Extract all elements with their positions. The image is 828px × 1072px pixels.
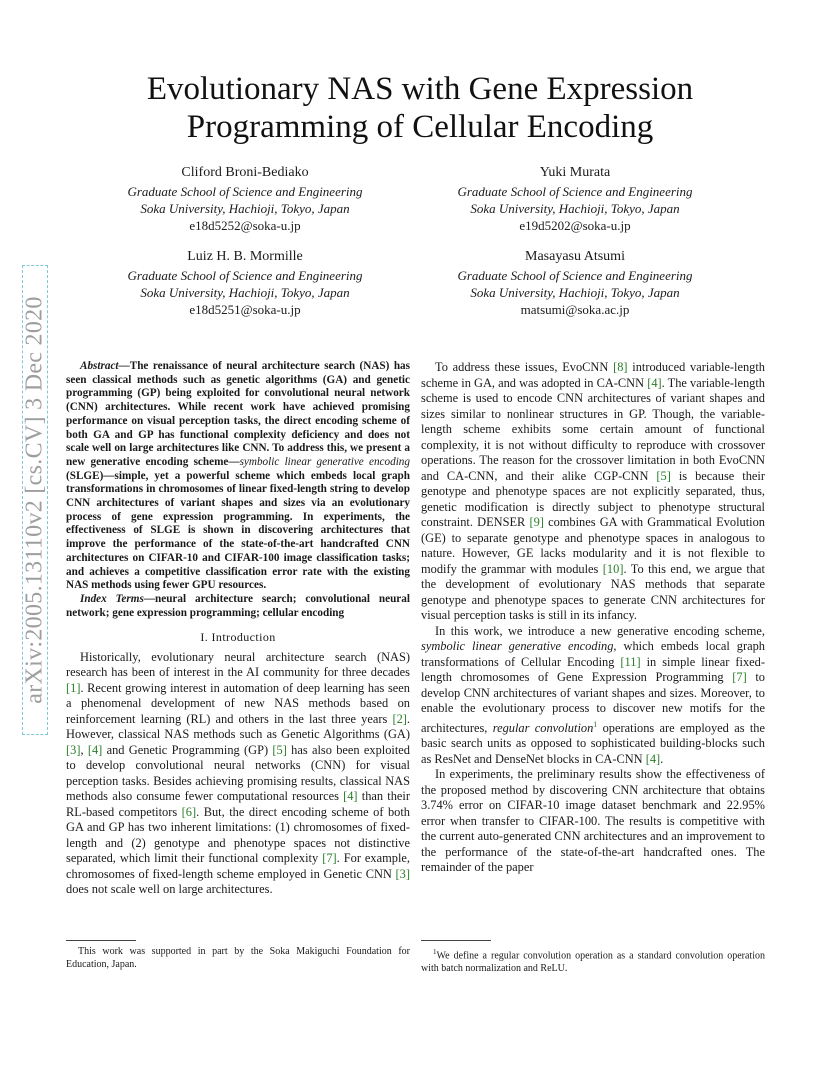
paper-title-line-1: Evolutionary NAS with Gene Expression	[146, 71, 694, 107]
author-block-2	[410, 164, 740, 234]
citation-link[interactable]: [5]	[656, 468, 671, 483]
citation-link[interactable]: [9]	[529, 515, 544, 529]
author-email: e18d5252@soka-u.jp	[189, 218, 301, 233]
citation-link[interactable]: [3]	[66, 742, 81, 757]
citation-link[interactable]: [4]	[647, 375, 662, 390]
author-name: Yuki Murata	[539, 165, 611, 180]
footnote-rule-left	[66, 940, 136, 941]
citation-link[interactable]: [2]	[392, 711, 407, 726]
abstract-lead: Abstract	[80, 360, 119, 372]
citation-link[interactable]: [7]	[322, 851, 337, 866]
citation-link[interactable]: [3]	[395, 866, 410, 881]
citation-link[interactable]: [10]	[602, 561, 624, 576]
author-affiliation: Soka University, Hachioji, Tokyo, Japan	[140, 285, 350, 300]
citation-link[interactable]: [6]	[181, 804, 197, 819]
index-terms: Index Terms—neural architecture search; convolutional neural network; gene expression programming; cellular encoding	[66, 592, 410, 619]
author-email: e18d5251@soka-u.jp	[189, 302, 301, 317]
abstract: Abstract—The renaissance of neural architecture search (NAS) has seen classical methods such as genetic algorithms (GA) and genetic programming (GP) being exploited for convolutional neural network (CNN) architectures. While recent work have achieved promising performance on visual perception tasks, the direct encoding scheme of both GA and GP has functional complexity deficiency and does not scale well on large architectures like CNN. To address this, we present a new generative encoding scheme—symbolic linear generative encoding (SLGE)—simple, yet a powerful scheme which embeds local graph transformations in chromosomes of linear fixed-length string to develop CNN architectures of variant shapes and sizes via an evolutionary process of gene expression programming. In experiments, the effectiveness of SLGE is shown in discovering architectures that improve the performance of the state-of-the-art handcrafted CNN architectures on CIFAR-10 and CIFAR-100 image classification tasks; and achieves a competitive classification error rate with the existing NAS methods using fewer GPU resources.	[66, 360, 410, 592]
author-name: Cliford Broni-Bediako	[181, 165, 309, 180]
citation-link[interactable]: [4]	[343, 789, 358, 804]
author-name: Masayasu Atsumi	[525, 249, 625, 264]
citation-link[interactable]: [5]	[272, 742, 287, 757]
author-block-4	[410, 248, 740, 318]
intro-paragraph-2: To address these issues, EvoCNN [8] introduced variable-length scheme in GA, and was adopted in CA-CNN [4]. The variable-length scheme is used to encode CNN architectures of variant shapes and sizes similar to nonlinear structures in GP. Though, the variable-length scheme exhibits some certain amount of functional complexity, it is not without difficulty to reproduce with crossover operations. The reason for the crossover limitation in both EvoCNN and CA-CNN, and their alike CGP-CNN [5] is because their genotype and phenotype spaces are not explicitly separated, thus, genetic modification is directly subject to phenotype structural constraint. DENSER [9] combines GA with Grammatical Evolution (GE) to separate genotype and phenotype spaces in analogous to nature. However, GE lacks modularity and it is not flexible to modify the grammar with modules [10]. To this end, we argue that the development of evolutionary NAS methods that separate genotype and phenotype spaces to generate CNN architectures for visual perception tasks is still in its infancy.	[421, 360, 766, 622]
author-block-3	[80, 248, 410, 318]
author-name: Luiz H. B. Mormille	[187, 249, 303, 264]
intro-paragraph-1: Historically, evolutionary neural architecture search (NAS) research has been of interest in the AI community for three decades [1]. Recent growing interest in automation of deep learning has seen a phenomenal development of new NAS methods based on reinforcement learning (RL) and others in the last three years [2]. However, classical NAS methods such as Genetic Algorithms (GA) [3], [4] and Genetic Programming (GP) [5] has also been exploited to develop convolutional neural networks (CNN) for visual perception tasks. Besides achieving promising results, classical NAS methods also consume fewer computational resources [4] than their RL-based competitors [6]. But, the direct encoding scheme of both GA and GP has two inherent limitations: (1) chromosomes of fixed-length and (2) genotype and phenotype spaces not distinctive separated, which limit their functional complexity [7]. For example, chromosomes of fixed-length scheme employed in Genetic CNN [3] does not scale well on large architectures.	[66, 649, 410, 897]
author-affiliation: Graduate School of Science and Engineering	[457, 184, 693, 199]
intro-paragraph-3: In this work, we introduce a new generative encoding scheme, symbolic linear generative encoding, which embeds local graph transformations of Cellular Encoding [11] in simple linear fixed-length chromosomes of Gene Expression Programming [7] to develop CNN architectures of variant shapes and sizes. Moreover, to enable the evolutionary process to discover new motifs for the architectures, regular convolution$^1$ operations are employed as the basic search units as opposed to sophisticated building-blocks such as ResNet and DenseNet blocks in CA-CNN [4].	[421, 623, 765, 766]
footnote-marker[interactable]: 1	[593, 719, 598, 729]
right-column	[421, 360, 765, 876]
arxiv-identifier-box	[22, 265, 48, 735]
paper-title	[100, 70, 740, 146]
section-heading: I. Introduction	[200, 630, 276, 645]
citation-link[interactable]: [4]	[87, 742, 103, 757]
citation-link[interactable]: [1]	[66, 680, 81, 695]
citation-link[interactable]: [11]	[620, 654, 641, 669]
author-email: matsumi@soka.ac.jp	[520, 302, 630, 317]
author-affiliation: Soka University, Hachioji, Tokyo, Japan	[140, 201, 350, 216]
left-column	[66, 360, 410, 898]
funding-footnote: This work was supported in part by the Soka Makiguchi Foundation for Education, Japan.	[66, 946, 410, 970]
author-affiliation: Graduate School of Science and Engineering	[127, 268, 363, 283]
author-affiliation: Soka University, Hachioji, Tokyo, Japan	[470, 201, 680, 216]
author-affiliation: Graduate School of Science and Engineering	[457, 268, 693, 283]
definition-footnote: $^1$We define a regular convolution operation as a standard convolution operation with batch normalization and ReLU.	[421, 948, 765, 974]
citation-link[interactable]: [4]	[645, 751, 661, 766]
footnote-rule-right	[421, 940, 491, 941]
arxiv-identifier: arXiv:2005.13110v2 [cs.CV] 3 Dec 2020	[21, 296, 48, 704]
intro-paragraph-4: In experiments, the preliminary results show the effectiveness of the proposed method by discovering CNN architecture that obtains 3.74% error on CIFAR-10 image dataset benchmark and 22.95% error when transfer to CIFAR-100. The results is competitive with the current auto-generated CNN architectures and an improvement to the performance of the state-of-the-art handcrafted ones. The remainder of the paper	[421, 767, 765, 875]
author-affiliation: Soka University, Hachioji, Tokyo, Japan	[470, 285, 680, 300]
citation-link[interactable]: [7]	[732, 670, 747, 684]
citation-link[interactable]: [8]	[613, 360, 628, 374]
paper-title-line-2: Programming of Cellular Encoding	[186, 109, 654, 145]
author-email: e19d5202@soka-u.jp	[519, 218, 631, 233]
author-block-1	[80, 164, 410, 234]
author-affiliation: Graduate School of Science and Engineering	[127, 184, 363, 199]
